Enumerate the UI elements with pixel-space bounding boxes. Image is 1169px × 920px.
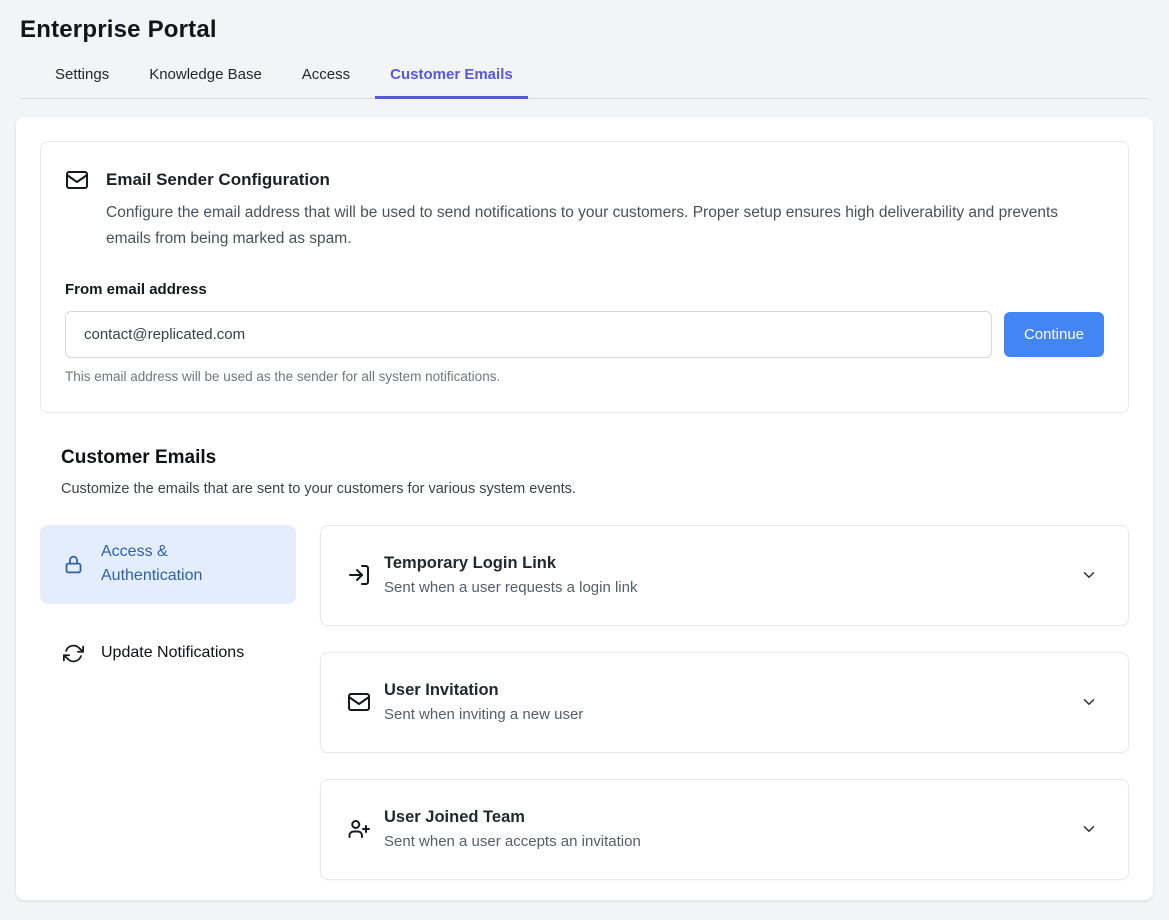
category-access-authentication[interactable] [40, 525, 296, 605]
template-text [384, 681, 583, 723]
template-title: User Invitation [384, 681, 499, 700]
from-email-row [65, 311, 1104, 358]
mail-icon [65, 168, 89, 192]
template-text [384, 808, 641, 850]
page-title: Enterprise Portal [20, 16, 217, 43]
from-email-label: From email address [65, 280, 207, 298]
email-category-list [40, 525, 296, 681]
chevron-down-icon[interactable] [1080, 820, 1098, 838]
category-label: Update Notifications [101, 644, 245, 662]
from-email-input[interactable] [65, 311, 992, 358]
from-email-helper-text: This email address will be used as the sender for all system notifications. [65, 368, 501, 384]
customer-emails-subtitle: Customize the emails that are sent to your customers for various system events. [61, 480, 576, 497]
category-label: Access & Authentication [101, 542, 203, 585]
email-template-user-invitation[interactable] [320, 652, 1129, 753]
refresh-icon [63, 643, 84, 664]
user-plus-icon [347, 817, 371, 841]
log-in-icon [347, 563, 371, 587]
template-title: User Joined Team [384, 808, 525, 827]
category-update-notifications[interactable] [40, 626, 296, 681]
sender-config-header [65, 168, 1104, 192]
continue-button[interactable]: Continue [1004, 312, 1104, 357]
email-sender-config-card [40, 141, 1129, 413]
tab-customer-emails[interactable]: Customer Emails [390, 66, 513, 98]
main-panel [16, 117, 1153, 900]
customer-emails-body [40, 525, 1129, 880]
lock-icon [63, 554, 84, 575]
tab-access[interactable]: Access [301, 66, 351, 83]
email-template-list [320, 525, 1129, 880]
customer-emails-title: Customer Emails [61, 446, 217, 468]
mail-icon [347, 690, 371, 714]
page-header [0, 0, 1169, 99]
tab-settings[interactable]: Settings [55, 66, 110, 83]
template-description: Sent when a user requests a login link [384, 579, 638, 597]
tab-knowledge-base[interactable]: Knowledge Base [149, 66, 262, 83]
sender-config-description: Configure the email address that will be used to send notifications to your customers. Proper setup ensures high deliverability and prevents emails from being marked as spam. [106, 204, 1059, 248]
email-template-temporary-login-link[interactable] [320, 525, 1129, 626]
template-title: Temporary Login Link [384, 554, 557, 573]
tab-bar [20, 66, 1149, 99]
email-template-user-joined-team[interactable] [320, 779, 1129, 880]
template-text [384, 554, 637, 596]
template-description: Sent when a user accepts an invitation [384, 833, 641, 851]
chevron-down-icon[interactable] [1080, 693, 1098, 711]
template-description: Sent when inviting a new user [384, 706, 584, 724]
sender-config-title: Email Sender Configuration [106, 170, 330, 189]
chevron-down-icon[interactable] [1080, 566, 1098, 584]
